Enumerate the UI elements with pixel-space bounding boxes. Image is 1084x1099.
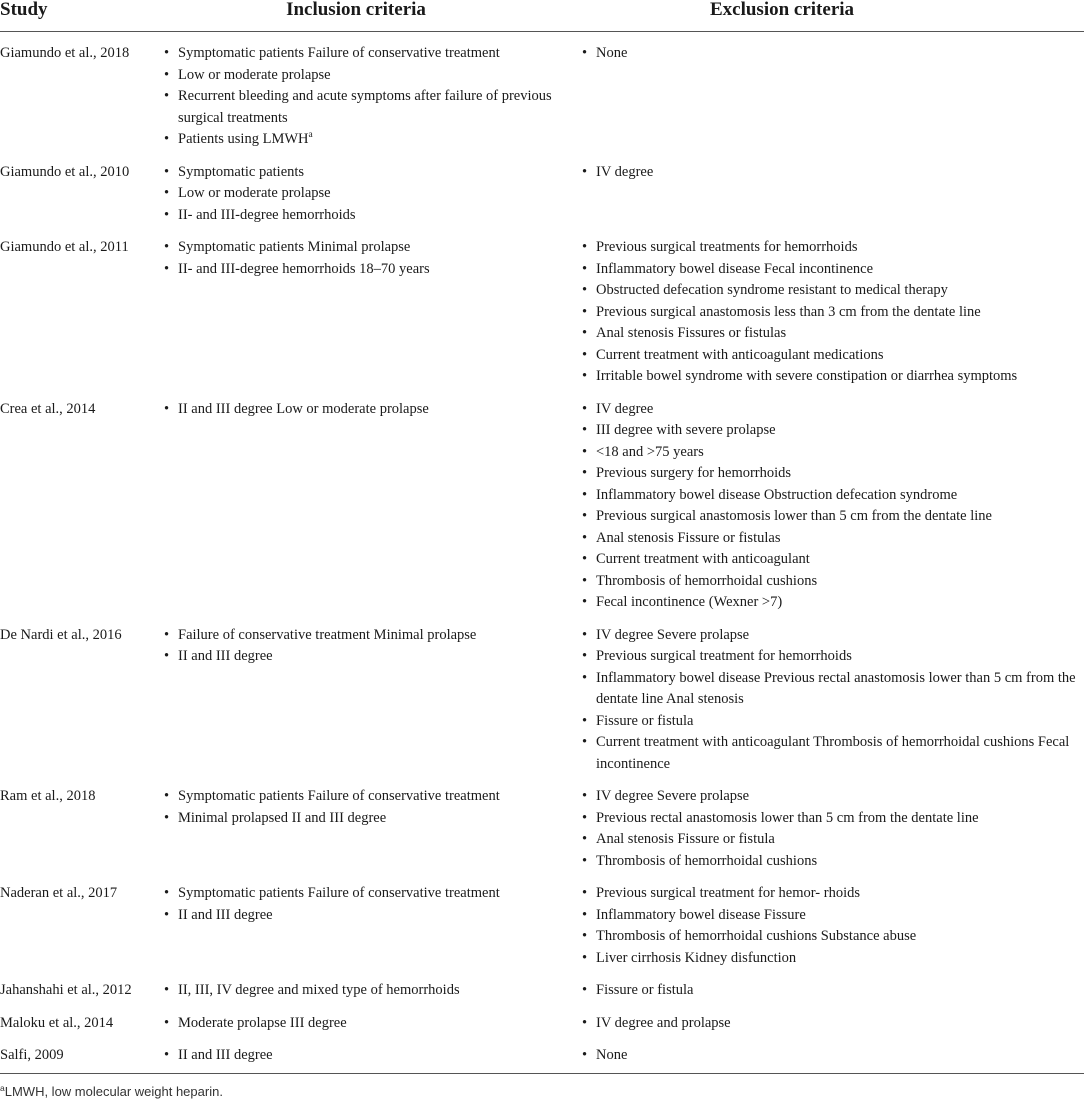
exclusion-cell (580, 775, 1084, 872)
exclusion-list (580, 1013, 1084, 1035)
inclusion-item-text: Failure of conservative treatment Minimal prolapse (178, 626, 477, 643)
exclusion-item: • Obstructed defecation syndrome resistant to medical therapy (580, 280, 1084, 302)
exclusion-item: • <18 and >75 years (580, 442, 1084, 464)
table-row (0, 226, 1084, 388)
inclusion-item (162, 43, 580, 65)
inclusion-list (162, 399, 580, 421)
table-row (0, 872, 1084, 969)
exclusion-list (580, 237, 1084, 388)
inclusion-item (162, 205, 580, 227)
header-row (0, 0, 1084, 32)
inclusion-item (162, 808, 580, 830)
exclusion-cell (580, 151, 1084, 227)
exclusion-item: • Previous surgical anastomosis less than 3 cm from the dentate line (580, 302, 1084, 324)
table-row (0, 388, 1084, 614)
inclusion-list (162, 625, 580, 668)
exclusion-item: • Anal stenosis Fissure or fistulas (580, 528, 1084, 550)
table-row (0, 614, 1084, 776)
inclusion-item (162, 129, 580, 151)
study-cell: Jahanshahi et al., 2012 (0, 982, 132, 998)
exclusion-item: • Current treatment with anticoagulant (580, 549, 1084, 571)
inclusion-item-text: Minimal prolapsed II and III degree (178, 809, 387, 826)
inclusion-cell (162, 1034, 580, 1073)
inclusion-list (162, 1013, 580, 1035)
exclusion-list (580, 786, 1084, 872)
exclusion-cell (580, 32, 1084, 151)
inclusion-cell (162, 151, 580, 227)
inclusion-item (162, 786, 580, 808)
table-body (0, 32, 1084, 1074)
inclusion-item (162, 65, 580, 87)
inclusion-item-text: Moderate prolapse III degree (178, 1014, 347, 1031)
inclusion-item (162, 183, 580, 205)
exclusion-list (580, 399, 1084, 614)
inclusion-cell (162, 872, 580, 969)
exclusion-item: • Thrombosis of hemorrhoidal cushions Substance abuse (580, 926, 1084, 948)
inclusion-cell (162, 775, 580, 872)
inclusion-item-text: II- and III-degree hemorrhoids (178, 206, 356, 223)
inclusion-item (162, 883, 580, 905)
exclusion-list (580, 43, 1084, 65)
study-cell: Salfi, 2009 (0, 1047, 64, 1063)
inclusion-item (162, 1013, 580, 1035)
exclusion-item: • Irritable bowel syndrome with severe constipation or diarrhea symptoms (580, 366, 1084, 388)
study-cell: Ram et al., 2018 (0, 788, 96, 804)
exclusion-list (580, 625, 1084, 776)
exclusion-item: • IV degree (580, 399, 1084, 421)
exclusion-item: • Previous rectal anastomosis lower than 5 cm from the dentate line (580, 808, 1084, 830)
study-cell: Naderan et al., 2017 (0, 885, 118, 901)
exclusion-list (580, 980, 1084, 1002)
inclusion-item (162, 625, 580, 647)
inclusion-cell (162, 388, 580, 614)
exclusion-item: • Inflammatory bowel disease Fecal incontinence (580, 259, 1084, 281)
inclusion-item (162, 162, 580, 184)
study-cell: Giamundo et al., 2010 (0, 163, 130, 180)
inclusion-list (162, 162, 580, 227)
inclusion-item-text: II and III degree (178, 906, 273, 923)
exclusion-item: • III degree with severe prolapse (580, 420, 1084, 442)
footnote (0, 1073, 1084, 1099)
exclusion-cell (580, 969, 1084, 1002)
exclusion-item: • Current treatment with anticoagulant Thrombosis of hemorrhoidal cushions Fecal incontinence (580, 732, 1084, 775)
table-row (0, 1002, 1084, 1035)
footnote-marker: a (0, 1082, 5, 1093)
exclusion-cell (580, 872, 1084, 969)
exclusion-item: • Inflammatory bowel disease Fissure (580, 905, 1084, 927)
inclusion-item-text: Symptomatic patients Minimal prolapse (178, 239, 411, 255)
inclusion-item-text: Symptomatic patients Failure of conservative treatment (178, 45, 500, 61)
exclusion-list (580, 162, 1084, 184)
exclusion-item: • IV degree Severe prolapse (580, 625, 1084, 647)
inclusion-list (162, 1045, 580, 1067)
exclusion-item: • Anal stenosis Fissures or fistulas (580, 323, 1084, 345)
inclusion-item-text: II and III degree (178, 648, 273, 664)
inclusion-item-text: Symptomatic patients Failure of conservative treatment (178, 885, 500, 901)
exclusion-item: • Previous surgery for hemorrhoids (580, 463, 1084, 485)
exclusion-item: • Previous surgical anastomosis lower than 5 cm from the dentate line (580, 506, 1084, 528)
inclusion-item (162, 237, 580, 259)
exclusion-item: • Inflammatory bowel disease Previous rectal anastomosis lower than 5 cm from the dentate line Anal stenosis (580, 668, 1084, 711)
footnote-text: LMWH, low molecular weight heparin. (4, 1083, 223, 1099)
inclusion-cell (162, 969, 580, 1002)
exclusion-cell (580, 388, 1084, 614)
inclusion-item (162, 1045, 580, 1067)
table-row (0, 1034, 1084, 1073)
exclusion-list (580, 883, 1084, 969)
exclusion-list (580, 1045, 1084, 1067)
header-exclusion: Exclusion criteria (580, 0, 1084, 32)
exclusion-item: • Anal stenosis Fissure or fistula (580, 829, 1084, 851)
study-cell: Maloku et al., 2014 (0, 1014, 114, 1031)
inclusion-cell (162, 32, 580, 151)
exclusion-item: • IV degree Severe prolapse (580, 786, 1084, 808)
inclusion-cell (162, 614, 580, 776)
inclusion-item-text: Low or moderate prolapse (178, 66, 331, 83)
exclusion-item: • Fecal incontinence (Wexner >7) (580, 592, 1084, 614)
inclusion-item (162, 980, 580, 1002)
inclusion-cell (162, 226, 580, 388)
inclusion-item (162, 905, 580, 927)
inclusion-item-text: Recurrent bleeding and acute symptoms after failure of previous surgical treatments (178, 88, 552, 126)
exclusion-item: • Previous surgical treatment for hemorrhoids (580, 646, 1084, 668)
exclusion-cell (580, 614, 1084, 776)
exclusion-item: • IV degree and prolapse (580, 1013, 1084, 1035)
inclusion-list (162, 43, 580, 151)
exclusion-item: • IV degree (580, 162, 1084, 184)
exclusion-item: • Liver cirrhosis Kidney disfunction (580, 948, 1084, 970)
table-row (0, 969, 1084, 1002)
inclusion-item-text: II and III degree (178, 1047, 273, 1063)
table-row (0, 32, 1084, 151)
exclusion-item: • Current treatment with anticoagulant medications (580, 345, 1084, 367)
inclusion-item (162, 399, 580, 421)
inclusion-cell (162, 1002, 580, 1035)
exclusion-item: • Inflammatory bowel disease Obstruction defecation syndrome (580, 485, 1084, 507)
exclusion-item: • Previous surgical treatments for hemorrhoids (580, 237, 1084, 259)
exclusion-item: • Fissure or fistula (580, 711, 1084, 733)
header-study: Study (0, 0, 162, 32)
inclusion-item-text: II, III, IV degree and mixed type of hemorrhoids (178, 982, 460, 998)
inclusion-item-text: II- and III-degree hemorrhoids 18–70 years (178, 260, 430, 277)
exclusion-cell (580, 1002, 1084, 1035)
inclusion-item-text: II and III degree Low or moderate prolapse (178, 400, 429, 417)
inclusion-item-text: Patients using LMWH (178, 131, 309, 147)
inclusion-list (162, 883, 580, 926)
inclusion-item (162, 259, 580, 281)
study-cell: Crea et al., 2014 (0, 400, 96, 417)
footnote-row (0, 1073, 1084, 1099)
study-cell: Giamundo et al., 2018 (0, 45, 130, 61)
exclusion-cell (580, 1034, 1084, 1073)
table-row (0, 775, 1084, 872)
inclusion-list (162, 980, 580, 1002)
exclusion-item: • None (580, 43, 1084, 65)
header-inclusion: Inclusion criteria (162, 0, 580, 32)
inclusion-list (162, 786, 580, 829)
exclusion-item: • Thrombosis of hemorrhoidal cushions (580, 851, 1084, 873)
table-row (0, 151, 1084, 227)
exclusion-item: • Previous surgical treatment for hemor- rhoids (580, 883, 1084, 905)
inclusion-item-text: Symptomatic patients (178, 163, 305, 180)
inclusion-item (162, 646, 580, 668)
inclusion-item-text: Low or moderate prolapse (178, 185, 331, 201)
exclusion-item: • Fissure or fistula (580, 980, 1084, 1002)
exclusion-item: • None (580, 1045, 1084, 1067)
study-cell: Giamundo et al., 2011 (0, 239, 129, 255)
inclusion-item (162, 86, 580, 129)
study-cell: De Nardi et al., 2016 (0, 626, 122, 643)
inclusion-list (162, 237, 580, 280)
footnote-ref: a (308, 130, 313, 140)
exclusion-item: • Thrombosis of hemorrhoidal cushions (580, 571, 1084, 593)
inclusion-item-text: Symptomatic patients Failure of conservative treatment (178, 788, 500, 804)
exclusion-cell (580, 226, 1084, 388)
